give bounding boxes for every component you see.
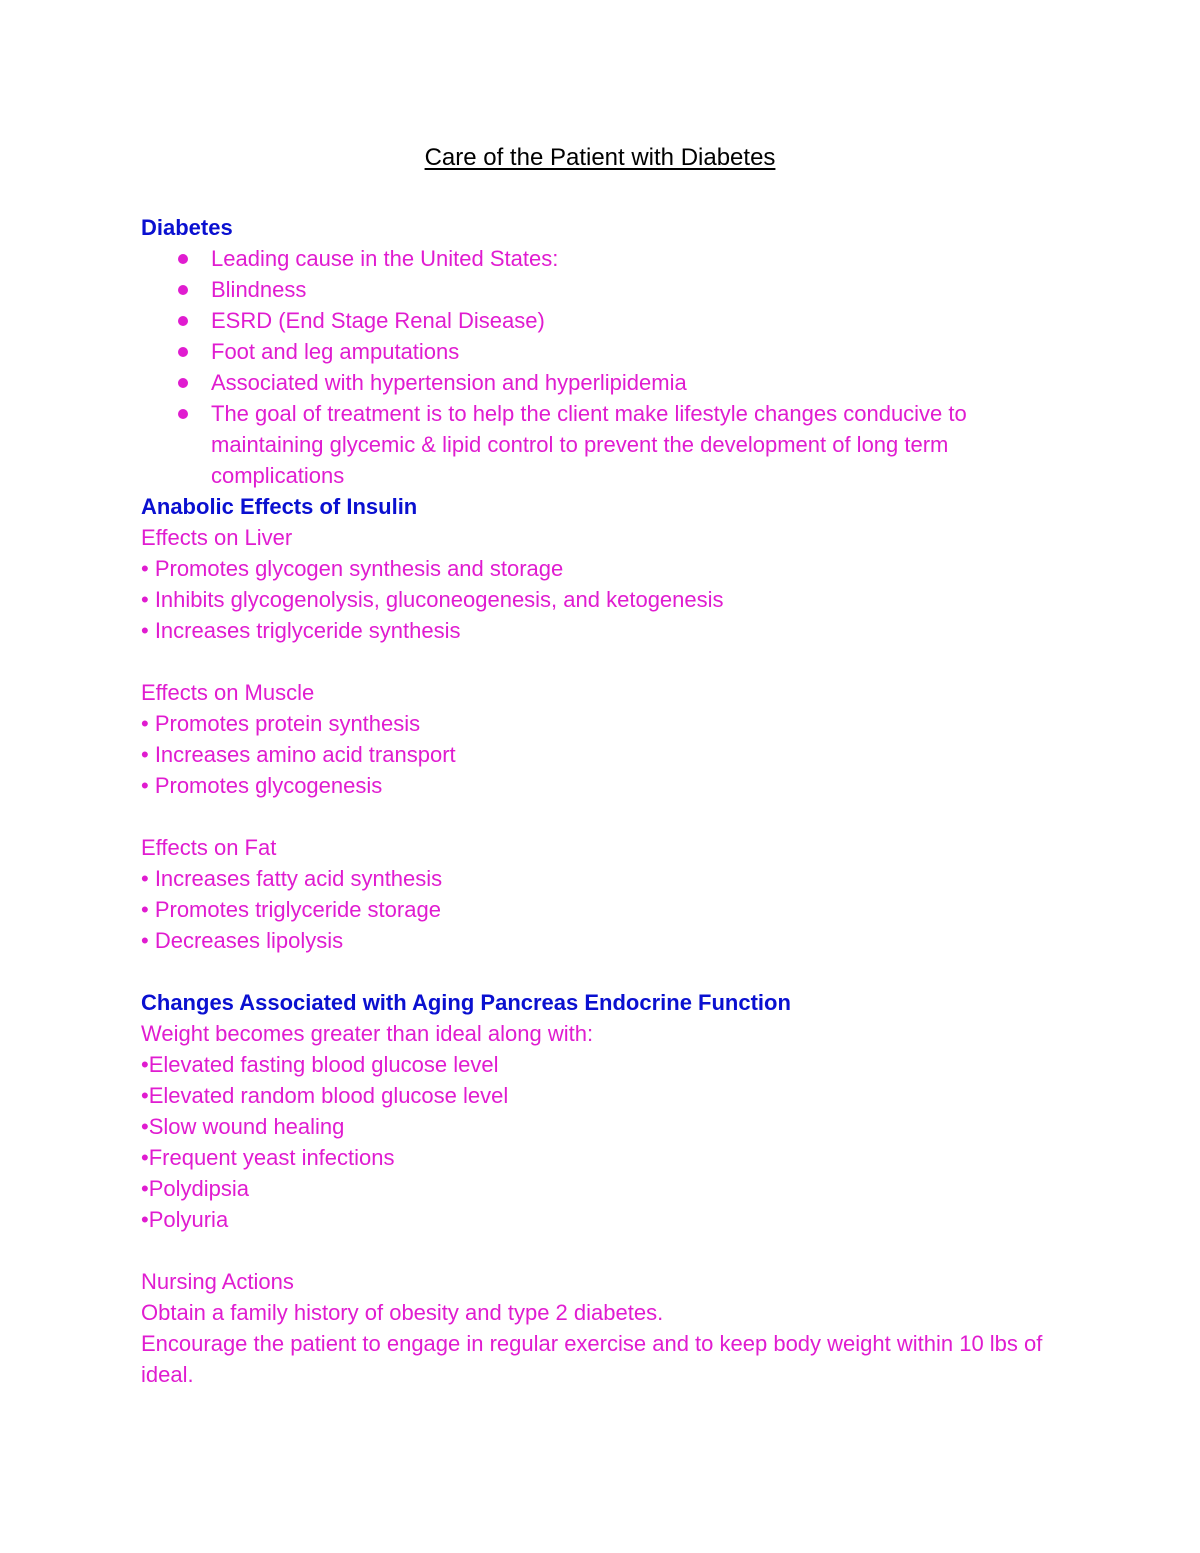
list-item: Obtain a family history of obesity and type 2 diabetes. (141, 1300, 664, 1325)
aging-intro: Weight becomes greater than ideal along with: (141, 1021, 594, 1046)
list-item: •Frequent yeast infections (141, 1145, 395, 1170)
bullet-icon (178, 347, 188, 357)
spacer (141, 646, 1061, 677)
bullet-icon (178, 378, 188, 388)
list-item-text: The goal of treatment is to help the client make lifestyle changes conducive to maintaining glycemic & lipid control to prevent the development of long term complications (211, 401, 967, 488)
bullet-icon (178, 316, 188, 326)
list-item: •Elevated fasting blood glucose level (141, 1052, 499, 1077)
subheading-muscle: Effects on Muscle (141, 680, 315, 705)
section-heading-anabolic: Anabolic Effects of Insulin (141, 494, 418, 519)
list-item-text: Leading cause in the United States: (211, 246, 559, 271)
list-item (211, 305, 1061, 336)
list-item: •Polyuria (141, 1207, 229, 1232)
document-body (141, 212, 1061, 1390)
list-item: • Inhibits glycogenolysis, gluconeogenesis, and ketogenesis (141, 587, 724, 612)
list-item: • Increases triglyceride synthesis (141, 618, 461, 643)
list-item (211, 243, 1061, 274)
list-item-text: Associated with hypertension and hyperlipidemia (211, 370, 687, 395)
list-item-text: Blindness (211, 277, 307, 302)
list-item (211, 336, 1061, 367)
section-heading-aging: Changes Associated with Aging Pancreas Endocrine Function (141, 990, 791, 1015)
bullet-icon (178, 409, 188, 419)
bullet-icon (178, 254, 188, 264)
list-item: Encourage the patient to engage in regular exercise and to keep body weight within 10 lbs of ideal. (141, 1331, 1043, 1387)
list-item-text: ESRD (End Stage Renal Disease) (211, 308, 545, 333)
list-item: • Increases amino acid transport (141, 742, 456, 767)
page-title: Care of the Patient with Diabetes (424, 144, 776, 171)
list-item: •Elevated random blood glucose level (141, 1083, 509, 1108)
list-item-text: Foot and leg amputations (211, 339, 460, 364)
section-heading-diabetes: Diabetes (141, 215, 233, 240)
diabetes-list (141, 243, 1061, 491)
list-item: • Increases fatty acid synthesis (141, 866, 443, 891)
list-item (211, 398, 1061, 491)
list-item (211, 274, 1061, 305)
list-item: • Decreases lipolysis (141, 928, 344, 953)
list-item: • Promotes glycogenesis (141, 773, 383, 798)
spacer (141, 956, 1061, 987)
list-item: • Promotes triglyceride storage (141, 897, 441, 922)
list-item: • Promotes glycogen synthesis and storage (141, 556, 564, 581)
spacer (141, 801, 1061, 832)
subheading-liver: Effects on Liver (141, 525, 293, 550)
spacer (141, 1235, 1061, 1266)
subheading-fat: Effects on Fat (141, 835, 277, 860)
list-item: • Promotes protein synthesis (141, 711, 421, 736)
list-item (211, 367, 1061, 398)
list-item: •Polydipsia (141, 1176, 249, 1201)
list-item: •Slow wound healing (141, 1114, 345, 1139)
bullet-icon (178, 285, 188, 295)
subheading-nursing: Nursing Actions (141, 1269, 294, 1294)
